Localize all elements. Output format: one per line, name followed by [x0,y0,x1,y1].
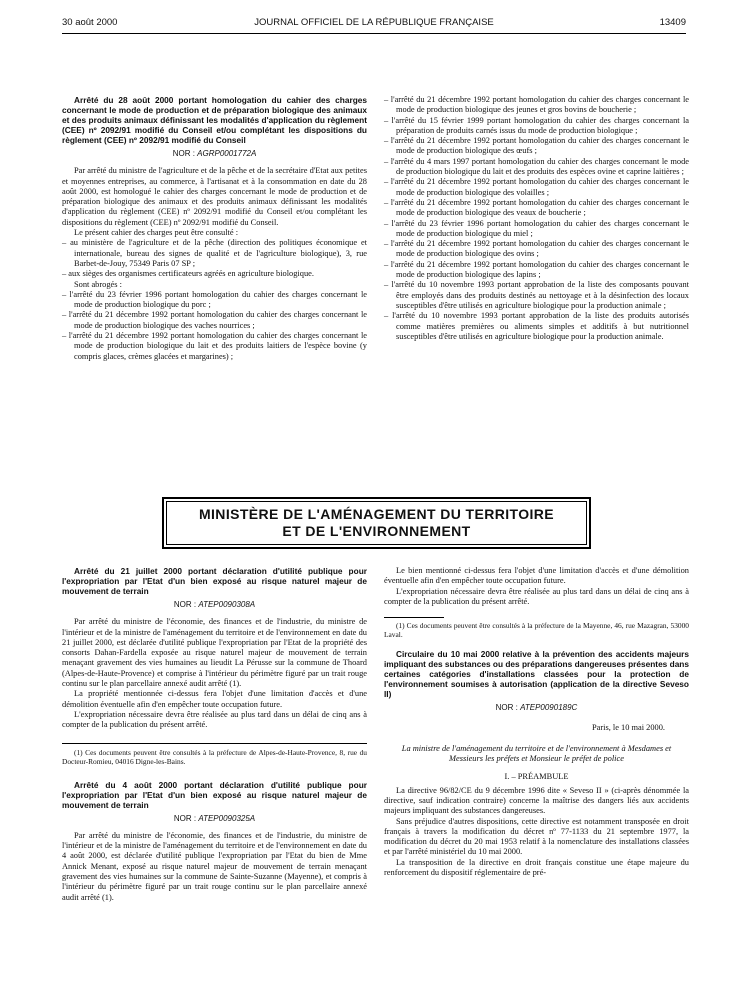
list-item: – l'arrêté du 21 décembre 1992 portant homologation du cahier des charges concernant le mode de production biologique des œufs ; [384,136,689,156]
article-1-right [384,95,689,342]
list-item: – l'arrêté du 21 décembre 1992 portant homologation du cahier des charges concernant le mode de production biologique des ovins ; [384,239,689,259]
article-2-left [62,566,367,903]
article-1-nor: NOR : AGRP0001772A [172,149,257,158]
list-item: – l'arrêté du 21 décembre 1992 portant homologation du cahier des charges concernant le mode de production biologique du lait et des produits laitiers de l'espèce bovine (y compris glaces, crèmes glacées et margarines) ; [62,331,367,361]
article-3-footnote: (1) Ces documents peuvent être consultés à la préfecture de la Mayenne, 46, rue Mazagran, 53000 Laval. [384,621,689,640]
article-3-right [384,566,689,878]
footnote-divider [62,743,367,744]
article-4-p3: La transposition de la directive en droit français constitue une étape majeure du renforcement du dispositif réglementaire de pré- [384,857,689,878]
article-3-p3: L'expropriation nécessaire devra être réalisée au plus tard dans un délai de cinq ans à compter de la publication du présent arrêté. [384,586,689,606]
article-1-left [62,95,367,362]
header-journal: JOURNAL OFFICIEL DE LA RÉPUBLIQUE FRANÇAISE [254,17,494,28]
circular-date: Paris, le 10 mai 2000. [591,723,665,733]
article-3-title: Arrêté du 4 août 2000 portant déclaration d'utilité publique pour l'expropriation par l'Etat d'un bien exposé au risque naturel majeur de mouvement de terrain [62,779,367,810]
article-1-p3: Sont abrogés : [74,279,122,289]
article-4-p1: La directive 96/82/CE du 9 décembre 1996 dite « Seveso II » (ci-après dénommée la directive, sauf indication contraire) concerne la maîtrise des dangers liés aux accidents majeurs impliquant des substances dangereuses. [384,785,689,816]
article-3-p1: Par arrêté du ministre de l'économie, des finances et de l'industrie, du ministre de l'intérieur et de la ministre de l'aménagement du territoire et de l'environnement en date du 4 août 2000, est déclarée d'utilité publique l'expropriation par l'Etat du bien de Mme Annick Menant, exposé au risque naturel majeur de mouvement de terrain menaçant gravement des vies humaines sur la commune de Sainte-Suzanne (Mayenne), et compris à l'intérieur du périmètre figuré par un trait rouge continu sur le plan parcellaire annexé audit arrêté (1). [62,830,367,902]
list-item: – l'arrêté du 4 mars 1997 portant homologation du cahier des charges concernant le mode de production biologique du lait et des produits des espèces ovine et caprine laitières ; [384,156,689,177]
list-item: – l'arrêté du 15 février 1999 portant homologation du cahier des charges concernant la préparation de produits carnés issus du mode de production biologique ; [384,115,689,135]
ministry-line-1: MINISTÈRE DE L'AMÉNAGEMENT DU TERRITOIRE [198,506,555,522]
article-3-nor: NOR : ATEP0090325A [173,813,256,823]
article-1-p2: Le présent cahier des charges peut être consulté : [74,228,239,238]
ministry-line-2: ET DE L'ENVIRONNEMENT [282,523,471,539]
article-4-nor: NOR : ATEP0090189C [495,703,578,713]
list-item: – l'arrêté du 10 novembre 1993 portant approbation de la liste des composants pouvant être employés dans des produits destinés au nettoyage et à la désinfection des locaux susceptibles d'être utilisés en agriculture biologique pour la production animale ; [384,280,689,310]
footnote-divider [384,617,444,618]
list-item: – l'arrêté du 23 février 1996 portant homologation du cahier des charges concernant le mode de production biologique du miel ; [384,218,689,238]
list-item: – l'arrêté du 23 février 1996 portant homologation du cahier des charges concernant le mode de production biologique du porc ; [62,289,367,310]
page-header [62,17,686,34]
article-2-title: Arrêté du 21 juillet 2000 portant déclaration d'utilité publique pour l'expropriation par l'Etat d'un bien exposé au risque naturel majeur de mouvement de terrain [62,566,367,596]
article-2-nor: NOR : ATEP0090308A [173,600,256,609]
section-heading: I. – PRÉAMBULE [504,772,569,782]
list-item: – l'arrêté du 21 décembre 1992 portant homologation du cahier des charges concernant le mode de production biologique des jeunes et gros bovins de boucherie ; [384,95,689,115]
circular-addressee: La ministre de l'aménagement du territoire et de l'environnement à Mesdames et Messieurs les préfets et Monsieur le préfet de police [401,743,672,764]
article-2-p1: Par arrêté du ministre de l'économie, des finances et de l'industrie, du ministre de l'intérieur et de la ministre de l'aménagement du territoire et de l'environnement en date du 21 juillet 2000, est déclarée d'utilité publique l'expropriation par l'Etat de la propriété des consorts Dahan-Fardella exposée au risque naturel majeur de mouvement de terrain menaçant gravement des vies humaines au lieudit La Pérusse sur la commune de Thoard (Alpes-de-Haute-Provence) et comprise à l'intérieur du périmètre figuré par un trait rouge continu sur le plan parcellaire annexé audit arrêté (1). [62,617,367,689]
article-2-p3: L'expropriation nécessaire devra être réalisée au plus tard dans un délai de cinq ans à compter de la publication du présent arrêté. [62,709,367,730]
list-item: – l'arrêté du 10 novembre 1993 portant approbation de la liste des produits autorisés comme matières premières ou aliments simples et additifs à but nutritionnel susceptibles d'être utilisés en agriculture biologique pour la production animale. [384,311,689,341]
article-1-title: Arrêté du 28 août 2000 portant homologation du cahier des charges concernant le mode de production et de préparation biologique des animaux et des produits animaux définissant les modalités d'application du règlement (CEE) nº 2092/91 modifié du Conseil et/ou complétant les dispositions du règlement (CEE) nº 2092/91 modifié du Conseil [62,95,367,145]
article-2-footnote: (1) Ces documents peuvent être consultés à la préfecture de Alpes-de-Haute-Provence, 8, rue du Docteur-Romieu, 04016 Digne-les-Bains. [62,747,367,766]
article-2-p2: La propriété mentionnée ci-dessus fera l'objet d'une limitation d'accès et d'une démolition éventuelle afin d'en empêcher toute occupation future. [62,689,367,709]
list-item: – l'arrêté du 21 décembre 1992 portant homologation du cahier des charges concernant le mode de production biologique des volailles ; [384,177,689,197]
article-1-p1: Par arrêté du ministre de l'agriculture et de la pêche et de la secrétaire d'Etat aux petites et moyennes entreprises, au commerce, à l'artisanat et à la consommation en date du 28 août 2000, est homologué le cahier des charges concernant le mode de production et de préparation biologique des animaux et des produits animaux définissant les modalités d'application du règlement (CEE) nº 2092/91 modifié du Conseil et/ou complétant les dispositions du règlement (CEE) nº 2092/91 modifié du Conseil. [62,166,367,227]
list-item: – l'arrêté du 21 décembre 1992 portant homologation du cahier des charges concernant le mode de production biologique des veaux de boucherie ; [384,197,689,218]
list-item: – l'arrêté du 21 décembre 1992 portant homologation du cahier des charges concernant le mode de production biologique des lapins ; [384,259,689,280]
list-item: – au ministère de l'agriculture et de la pêche (direction des politiques économique et internationale, bureau des signes de qualité et de l'agriculture biologique), 3, rue Barbet-de-Jouy, 75349 Paris 07 SP ; [62,238,367,268]
article-3-p2: Le bien mentionné ci-dessus fera l'objet d'une limitation d'accès et d'une démolition éventuelle afin d'en empêcher toute occupation future. [384,566,689,586]
article-4-p2: Sans préjudice d'autres dispositions, cette directive est notamment transposée en droit français à travers la modification du décret nº 77-1133 du 21 septembre 1977, la modification du décret du 20 mai 1953 relatif à la nomenclature des installations classées et par l'arrêté ministériel du 10 mai 2000. [384,816,689,857]
ministry-banner [162,497,591,549]
header-date: 30 août 2000 [62,17,118,28]
header-page-number: 13409 [659,17,686,28]
list-item: – l'arrêté du 21 décembre 1992 portant homologation du cahier des charges concernant le mode de production biologique des vaches nourrices ; [62,310,367,330]
article-4-title: Circulaire du 10 mai 2000 relative à la prévention des accidents majeurs impliquant des substances ou des préparations dangereuses présentes dans certaines catégories d'installations classées pour la protection de l'environnement soumises à autorisation (application de la directive Seveso II) [384,649,689,700]
list-item: – aux sièges des organismes certificateurs agréés en agriculture biologique. [62,269,314,279]
